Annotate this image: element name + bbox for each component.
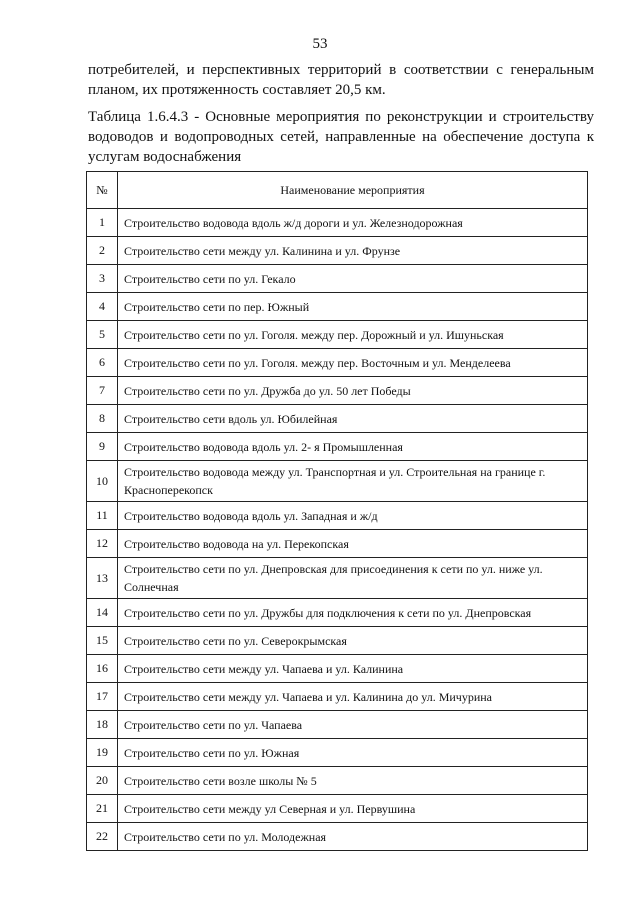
row-number: 19 [87,739,118,767]
table-row [87,377,588,405]
row-measure-name: Строительство сети между ул Северная и ул. Первушина [118,795,588,823]
row-measure-name: Строительство сети по ул. Гоголя. между пер. Восточным и ул. Менделеева [118,349,588,377]
row-measure-name: Строительство сети по пер. Южный [118,293,588,321]
row-measure-name: Строительство сети возле школы № 5 [118,767,588,795]
row-number: 12 [87,530,118,558]
row-number: 9 [87,433,118,461]
row-number: 18 [87,711,118,739]
row-measure-name: Строительство сети по ул. Гекало [118,265,588,293]
table-row [87,711,588,739]
row-number: 4 [87,293,118,321]
row-measure-name: Строительство сети по ул. Гоголя. между пер. Дорожный и ул. Ишуньская [118,321,588,349]
row-number: 14 [87,599,118,627]
table-row [87,530,588,558]
measures-table [86,171,588,851]
row-measure-name: Строительство водовода вдоль ул. 2- я Промышленная [118,433,588,461]
row-number: 13 [87,558,118,599]
row-number: 20 [87,767,118,795]
row-measure-name: Строительство водовода между ул. Транспортная и ул. Строительная на границе г. Красноперекопск [118,461,588,502]
table-row [87,293,588,321]
row-number: 1 [87,209,118,237]
table-row [87,558,588,599]
table-body [87,209,588,851]
intro-paragraph: потребителей, и перспективных территорий в соответствии с генеральным планом, их протяженность составляет 20,5 км. [88,62,594,98]
table-row [87,321,588,349]
row-measure-name: Строительство сети вдоль ул. Юбилейная [118,405,588,433]
row-number: 8 [87,405,118,433]
header-measure-name: Наименование мероприятия [118,172,588,209]
row-measure-name: Строительство сети между ул. Чапаева и ул. Калинина до ул. Мичурина [118,683,588,711]
row-measure-name: Строительство сети по ул. Южная [118,739,588,767]
table-row [87,739,588,767]
table-row [87,502,588,530]
row-measure-name: Строительство сети по ул. Дружба до ул. 50 лет Победы [118,377,588,405]
table-row [87,823,588,851]
header-number: № [87,172,118,209]
table-row [87,237,588,265]
table-row [87,655,588,683]
row-measure-name: Строительство сети по ул. Чапаева [118,711,588,739]
row-number: 21 [87,795,118,823]
table-header-row [87,172,588,209]
row-measure-name: Строительство сети между ул. Чапаева и ул. Калинина [118,655,588,683]
row-number: 2 [87,237,118,265]
row-number: 6 [87,349,118,377]
row-number: 11 [87,502,118,530]
row-measure-name: Строительство сети между ул. Калинина и ул. Фрунзе [118,237,588,265]
table-row [87,627,588,655]
row-number: 5 [87,321,118,349]
row-number: 7 [87,377,118,405]
row-measure-name: Строительство водовода на ул. Перекопская [118,530,588,558]
row-number: 17 [87,683,118,711]
table-row [87,795,588,823]
table-caption: Таблица 1.6.4.3 - Основные мероприятия по реконструкции и строительству водоводов и водопроводных сетей, направленные на обеспечение доступа к услугам водоснабжения [88,109,594,165]
row-measure-name: Строительство сети по ул. Северокрымская [118,627,588,655]
page-number: 53 [312,36,328,52]
table-row [87,461,588,502]
row-number: 3 [87,265,118,293]
table-row [87,683,588,711]
table-row [87,265,588,293]
table-row [87,405,588,433]
row-measure-name: Строительство сети по ул. Дружбы для подключения к сети по ул. Днепровская [118,599,588,627]
table-row [87,349,588,377]
table-row [87,209,588,237]
table-row [87,599,588,627]
row-measure-name: Строительство водовода вдоль ж/д дороги и ул. Железнодорожная [118,209,588,237]
table-row [87,767,588,795]
row-number: 15 [87,627,118,655]
row-number: 10 [87,461,118,502]
table-row [87,433,588,461]
row-measure-name: Строительство сети по ул. Днепровская для присоединения к сети по ул. ниже ул. Солнечная [118,558,588,599]
row-measure-name: Строительство водовода вдоль ул. Западная и ж/д [118,502,588,530]
row-number: 22 [87,823,118,851]
row-measure-name: Строительство сети по ул. Молодежная [118,823,588,851]
row-number: 16 [87,655,118,683]
